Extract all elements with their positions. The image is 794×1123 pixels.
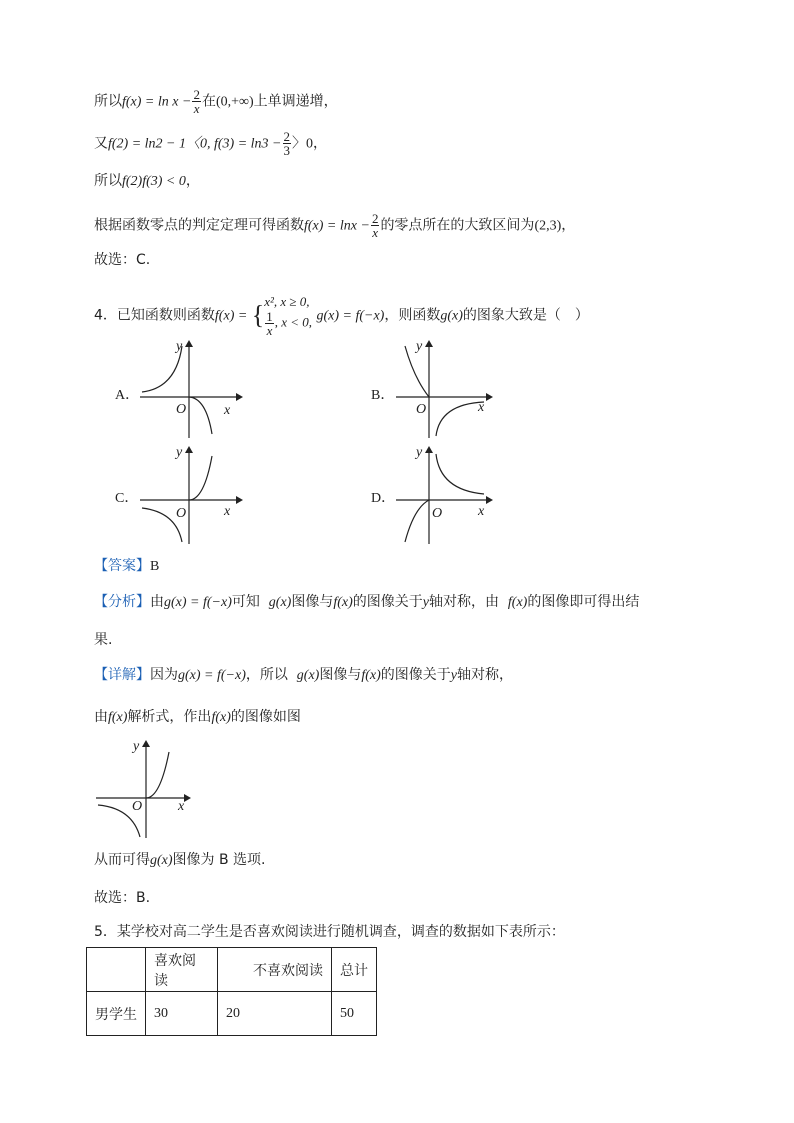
fraction <box>283 130 292 157</box>
math-expression: f(x) <box>333 595 353 610</box>
math-expression: g(x) <box>296 668 320 683</box>
y-axis-arrow <box>185 340 193 347</box>
math-expression: f(2)f(3) < 0 <box>122 174 186 189</box>
math-interval: (0,+∞) <box>215 94 254 110</box>
text: 的图像即可得出结 <box>527 594 640 610</box>
x-axis-arrow <box>486 496 493 504</box>
y-axis-label: y <box>416 445 423 460</box>
math-interval: (2,3) <box>534 218 562 234</box>
survey-table <box>86 947 377 1036</box>
text: 的图像关于 <box>380 667 451 683</box>
curve-left <box>405 500 429 542</box>
origin-label: O <box>416 402 427 417</box>
fraction <box>192 88 201 115</box>
table-header-cell: 不喜欢阅读 <box>218 948 332 992</box>
math-expression: g(x) <box>268 595 292 610</box>
text: 所以 <box>94 93 122 110</box>
detail-graph-fx <box>94 734 198 840</box>
question-4-stem <box>94 294 589 337</box>
x-axis-arrow <box>236 393 243 401</box>
text: 轴对称， <box>456 667 513 683</box>
math-expression: , x < 0, <box>274 314 313 330</box>
fraction <box>265 310 274 337</box>
text: ， <box>185 173 200 189</box>
detail-line-1 <box>94 665 513 686</box>
y-axis-arrow <box>142 740 150 747</box>
text: 所以 <box>94 173 122 189</box>
detail-line-2 <box>94 707 301 728</box>
option-d-label: D． <box>371 491 396 506</box>
graph-option-c <box>136 442 246 546</box>
origin-label: O <box>432 506 443 521</box>
numerator: 2 <box>371 211 379 226</box>
text: 的图像关于 <box>352 594 423 610</box>
y-axis-label: y <box>176 339 183 354</box>
text: 在 <box>201 93 216 110</box>
answer-tag: 【答案】 <box>94 558 150 574</box>
x-axis-arrow <box>184 794 191 802</box>
math-symbol: y <box>422 595 429 610</box>
x-axis-label: x <box>478 504 485 519</box>
math-expression: g(x) <box>440 308 463 324</box>
y-axis-arrow <box>185 446 193 453</box>
curve-right <box>436 454 484 494</box>
y-axis-label: y <box>176 445 183 460</box>
text: 可知 <box>231 594 260 610</box>
solution-line-4 <box>94 212 575 239</box>
math-expression: g(x) = f(−x) <box>178 668 246 683</box>
analysis-line-2: 果. <box>94 632 113 648</box>
option-c-label: C． <box>115 491 139 506</box>
graph-option-d <box>392 442 502 546</box>
y-axis-arrow <box>425 446 433 453</box>
text: 的图像如图 <box>230 709 301 725</box>
numerator: 1 <box>266 309 273 324</box>
x-axis-label: x <box>224 403 231 418</box>
text: 由 <box>150 594 164 610</box>
math-expression: g(x) <box>150 853 173 868</box>
x-axis-label: x <box>478 400 485 415</box>
text: 图像与 <box>319 667 362 683</box>
analysis-tag: 【分析】 <box>94 594 150 610</box>
text: ，则函数 <box>384 307 441 324</box>
table-header-cell: 总计 <box>332 948 377 992</box>
text: 又 <box>94 135 108 152</box>
origin-label: O <box>132 799 143 814</box>
y-axis-label: y <box>416 339 423 354</box>
y-axis-arrow <box>425 340 433 347</box>
graph-option-b <box>392 338 502 440</box>
math-expression: f(2) = ln2 − 1〈0, f(3) = ln3 − <box>108 136 282 152</box>
text: 图像与 <box>291 594 334 610</box>
numerator: 2 <box>283 129 290 144</box>
math-expression: f(x) = ln x − <box>122 94 192 110</box>
x-axis-label: x <box>178 799 185 814</box>
table-row <box>87 992 377 1036</box>
answer-value: B <box>150 559 160 574</box>
question-5-stem: 5．某学校对高二学生是否喜欢阅读进行随机调查，调查的数据如下表所示： <box>94 924 565 940</box>
x-axis-label: x <box>224 504 231 519</box>
table-header-row <box>87 948 377 992</box>
analysis-line-1 <box>94 592 639 613</box>
denominator: x <box>193 101 200 116</box>
numerator: 2 <box>193 87 200 102</box>
math-expression: g(x) = f(−x) <box>316 308 385 324</box>
text: 因为 <box>150 667 178 683</box>
table-cell: 30 <box>146 992 218 1036</box>
text: ， <box>561 217 576 234</box>
curve-right <box>436 402 484 436</box>
case-2 <box>264 310 312 337</box>
text: 4．已知函数则函数 <box>94 307 215 324</box>
curve-right <box>189 397 212 434</box>
text: 由 <box>94 709 108 725</box>
curve-right <box>146 752 169 798</box>
fraction <box>371 212 380 239</box>
math-expression: f(x) <box>507 595 528 610</box>
text: 解析式，作出 <box>127 709 212 725</box>
x-axis-arrow <box>236 496 243 504</box>
detail-line-3 <box>94 850 266 871</box>
math-expression: f(x) <box>211 710 231 725</box>
math-expression: 〉0， <box>292 136 327 152</box>
solution-line-3 <box>94 171 200 192</box>
detail-line-4: 故选：B. <box>94 890 151 906</box>
table-cell: 50 <box>332 992 377 1036</box>
origin-label: O <box>176 506 187 521</box>
text: 的图象大致是（ ） <box>462 307 589 324</box>
option-a-label: A． <box>115 388 140 403</box>
math-symbol: y <box>450 668 457 683</box>
brace: { <box>251 300 265 330</box>
math-expression: f(x) = <box>214 308 248 324</box>
answer-line <box>94 556 159 577</box>
math-expression: f(x) = lnx − <box>304 218 370 234</box>
text: 从而可得 <box>94 852 150 868</box>
case-1: x², x ≥ 0, <box>264 294 310 309</box>
detail-tag: 【详解】 <box>94 667 150 683</box>
solution-line-2 <box>94 130 327 157</box>
option-b-label: B． <box>371 388 395 403</box>
curve-right <box>189 456 212 500</box>
table-cell: 男学生 <box>87 992 146 1036</box>
math-expression: f(x) <box>108 710 128 725</box>
text: ，所以 <box>245 667 288 683</box>
text: 轴对称，由 <box>428 594 499 610</box>
y-axis-label: y <box>133 739 140 754</box>
solution-line-1 <box>94 88 338 115</box>
text: 图像为 B 选项. <box>172 852 266 868</box>
math-expression: f(x) <box>361 668 381 683</box>
graph-option-a <box>136 338 246 440</box>
table-cell: 20 <box>218 992 332 1036</box>
x-axis-arrow <box>486 393 493 401</box>
table-header-cell: 喜欢阅读 <box>146 948 218 992</box>
text: 根据函数零点的判定定理可得函数 <box>94 217 304 234</box>
denominator: x <box>372 225 379 240</box>
table-header-cell <box>87 948 146 992</box>
piecewise-cases <box>264 294 312 337</box>
math-expression: g(x) = f(−x) <box>164 595 232 610</box>
denominator: 3 <box>283 143 290 158</box>
origin-label: O <box>176 402 187 417</box>
text: 上单调递增， <box>253 93 338 110</box>
solution-line-5: 故选：C. <box>94 252 151 268</box>
denominator: x <box>266 323 273 338</box>
text: 的零点所在的大致区间为 <box>380 217 535 234</box>
